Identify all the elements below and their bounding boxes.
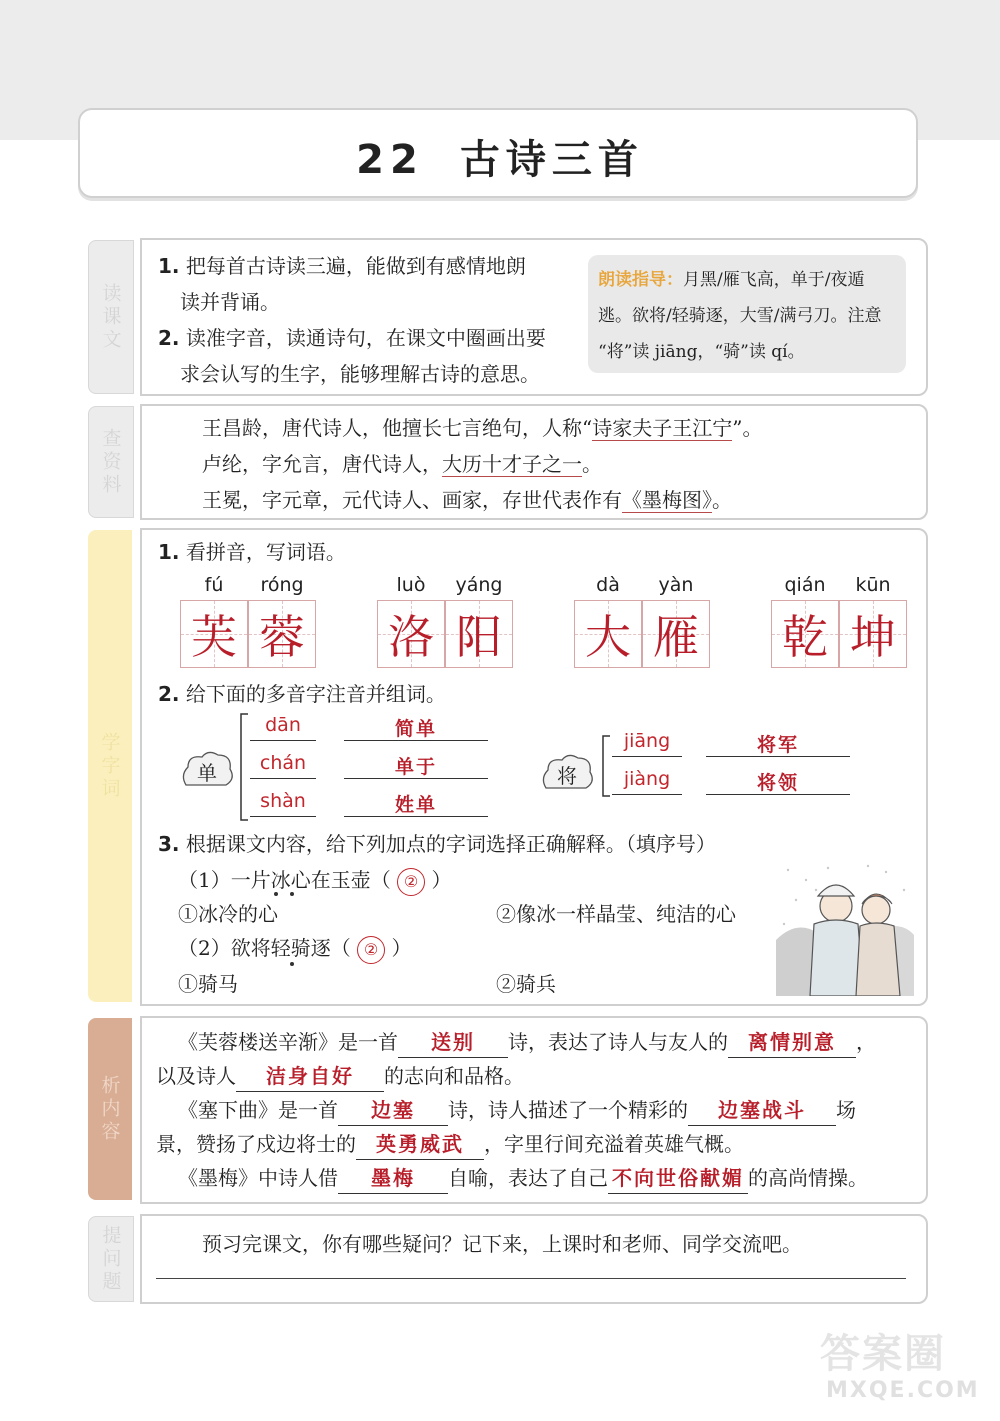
poet-illustration (776, 860, 914, 996)
pinyin: qián (784, 574, 826, 596)
answer-pinyin: dān (265, 714, 301, 736)
page-title (0, 128, 1000, 185)
pinyin: róng (260, 574, 304, 596)
s4-p2-line2: 景，赞扬了戍边将士的 英勇威武 ，字里行间充溢着英雄气概。 (156, 1126, 744, 1162)
tab-vocabulary: 学字词 (88, 530, 132, 1002)
answer-word: 将军 (756, 734, 799, 756)
s4-p1-line2: 以及诗人 洁身自好 的志向和品格。 (156, 1058, 524, 1094)
s4-p3: 《墨梅》中诗人借 墨梅 自喻，表达了自己 不向世俗献媚 的高尚情操。 (178, 1160, 868, 1196)
q1-title: 1. 看拼音，写词语。 (158, 540, 346, 564)
char-cell: 雁 (642, 600, 710, 668)
answer-pinyin: chán (259, 752, 307, 774)
answer-pinyin: jiàng (623, 768, 671, 790)
poly-char-2: 将 (557, 764, 577, 788)
tab-analysis: 析内容 (88, 1018, 132, 1200)
lesson-title: 古诗三首 (459, 137, 644, 183)
pinyin: fú (204, 574, 224, 596)
answer-pinyin: jiāng (623, 730, 671, 752)
s4-p1-line1: 《芙蓉楼送辛渐》是一首 送别 诗，表达了诗人与友人的 离情别意 ， (178, 1024, 876, 1060)
watermark-url: MXQE.COM (826, 1378, 980, 1403)
char-cell: 洛 (377, 600, 445, 668)
q3-1: （1）一片冰心在玉壶（ ② ） (178, 862, 451, 898)
q3-2-opt2: ②骑兵 (496, 972, 556, 996)
reading-guide-text: 朗读指导：月黑/雁飞高，单于/夜遁 逃。欲将/轻骑逐，大雪/满弓刀。注意 “将”读 jiāng，“骑”读 qí。 (598, 270, 882, 362)
pinyin: yàn (658, 574, 694, 596)
q3-2: （2）欲将轻骑逐（ ② ） (178, 930, 411, 966)
pinyin: luò (396, 574, 426, 596)
q3-title: 3. 根据课文内容，给下列加点的字词选择正确解释。（填序号） (158, 832, 716, 856)
lesson-number: 22 (356, 137, 424, 183)
brace-icon (236, 712, 250, 822)
s4-p2-line1: 《塞下曲》是一首 边塞 诗，诗人描述了一个精彩的 边塞战斗 场 (178, 1092, 856, 1128)
char-cell: 乾 (771, 600, 839, 668)
answer-line[interactable] (156, 1278, 906, 1279)
tab-read-text: 读课文 (88, 240, 134, 394)
answer-word: 单于 (394, 756, 437, 778)
char-cell: 蓉 (248, 600, 316, 668)
brace-icon (598, 734, 612, 798)
q3-1-opt2: ②像冰一样晶莹、纯洁的心 (496, 902, 736, 926)
q2-title: 2. 给下面的多音字注音并组词。 (158, 682, 446, 706)
q3-2-opt1: ①骑马 (178, 972, 238, 996)
watermark-logo: 答案圈 (820, 1331, 946, 1377)
tab-research: 查资料 (88, 406, 134, 518)
s2-text: 王昌龄，唐代诗人，他擅长七言绝句，人称“诗家夫子王江宁”。 卢纶，字允言，唐代诗人，大历十才子之一。 王冕，字元章，元代诗人、画家，存世代表作有《墨梅图》。 (202, 416, 763, 512)
s5-prompt: 预习完课文，你有哪些疑问？记下来，上课时和老师、同学交流吧。 (202, 1232, 802, 1256)
answer-pinyin: shàn (260, 790, 306, 812)
char-cell: 芙 (180, 600, 248, 668)
answer-word: 将领 (756, 772, 799, 794)
pinyin: kūn (855, 574, 891, 596)
char-cell: 坤 (839, 600, 907, 668)
answer-word: 简单 (394, 718, 437, 740)
char-cell: 阳 (445, 600, 513, 668)
pinyin: yáng (455, 574, 503, 596)
q3-1-opt1: ①冰冷的心 (178, 902, 278, 926)
tab-questions: 提问题 (88, 1216, 134, 1302)
s1-item1: 1. 把每首古诗读三遍，能做到有感情地朗 读并背诵。 2. 读准字音，读通诗句，在课文中圈画出要 求会认写的生字，能够理解古诗的意思。 (158, 254, 546, 386)
char-cell: 大 (574, 600, 642, 668)
answer-word: 姓单 (394, 794, 437, 816)
pinyin: dà (596, 574, 620, 596)
poly-char-1: 单 (197, 761, 217, 785)
